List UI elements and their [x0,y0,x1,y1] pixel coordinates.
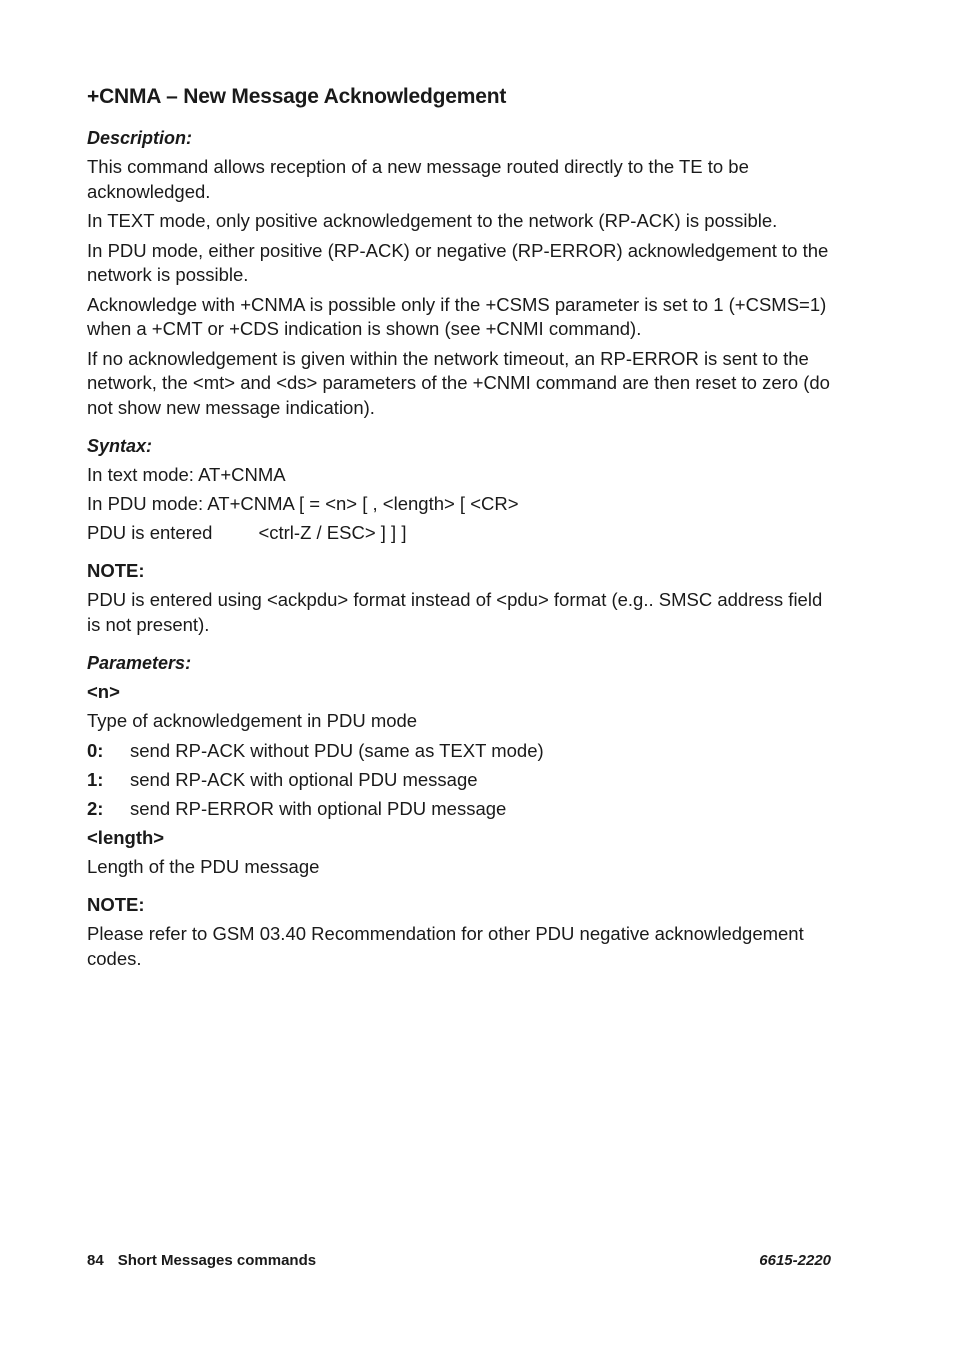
syntax-pdu-entered: PDU is entered [87,522,213,543]
param-value-text: send RP-ACK with optional PDU message [130,768,478,790]
param-length-name: <length> [87,826,165,848]
syntax-terminator: <ctrl-Z / ESC> ] ] ] [258,522,407,543]
param-n-value [87,797,837,821]
document-number: 6615-2220 [759,1252,831,1269]
description-paragraph: If no acknowledgement is given within the network timeout, an RP-ERROR is sent to the network, the <mt> and <ds> parameters of the +CNMI command are then reset to zero (do not show new message indication). [87,347,830,418]
note-label: NOTE: [87,560,145,581]
param-n-value [87,739,837,763]
footer-section-title: Short Messages commands [117,1252,317,1269]
syntax-pdu-continuation [87,521,837,545]
description-paragraph: In PDU mode, either positive (RP-ACK) or negative (RP-ERROR) acknowledgement to the network is possible. [87,239,829,285]
description-label: Description: [87,128,193,148]
document-page [87,84,837,976]
note-label: NOTE: [87,894,145,915]
syntax-pdu-mode: In PDU mode: AT+CNMA [ = <n> [ , <length> [ <CR> [87,493,519,514]
footer-left [87,1251,316,1271]
parameters-label: Parameters: [87,653,192,673]
param-value-text: send RP-ERROR with optional PDU message [130,797,507,819]
syntax-label: Syntax: [87,436,153,456]
page-title: +CNMA – New Message Acknowledgement [87,85,507,108]
description-paragraph: In TEXT mode, only positive acknowledgement to the network (RP-ACK) is possible. [87,210,778,231]
param-n-name: <n> [87,681,120,702]
description-paragraph: This command allows reception of a new message routed directly to the TE to be acknowledged. [87,156,749,202]
description-paragraph: Acknowledge with +CNMA is possible only if the +CSMS parameter is set to 1 (+CSMS=1) when a +CMT or +CDS indication is shown (see +CNMI command). [87,293,827,339]
param-value-key: 2: [87,797,104,819]
param-value-key: 1: [87,768,104,790]
param-n-description: Type of acknowledgement in PDU mode [87,710,418,731]
page-number: 84 [87,1252,104,1269]
note-text: Please refer to GSM 03.40 Recommendation for other PDU negative acknowledgement codes. [87,923,804,969]
param-value-text: send RP-ACK without PDU (same as TEXT mode) [130,739,544,761]
param-n-value [87,768,837,792]
param-length-description: Length of the PDU message [87,855,320,877]
syntax-text-mode: In text mode: AT+CNMA [87,464,286,485]
note-text: PDU is entered using <ackpdu> format instead of <pdu> format (e.g.. SMSC address field is not present). [87,589,823,635]
param-value-key: 0: [87,739,104,761]
